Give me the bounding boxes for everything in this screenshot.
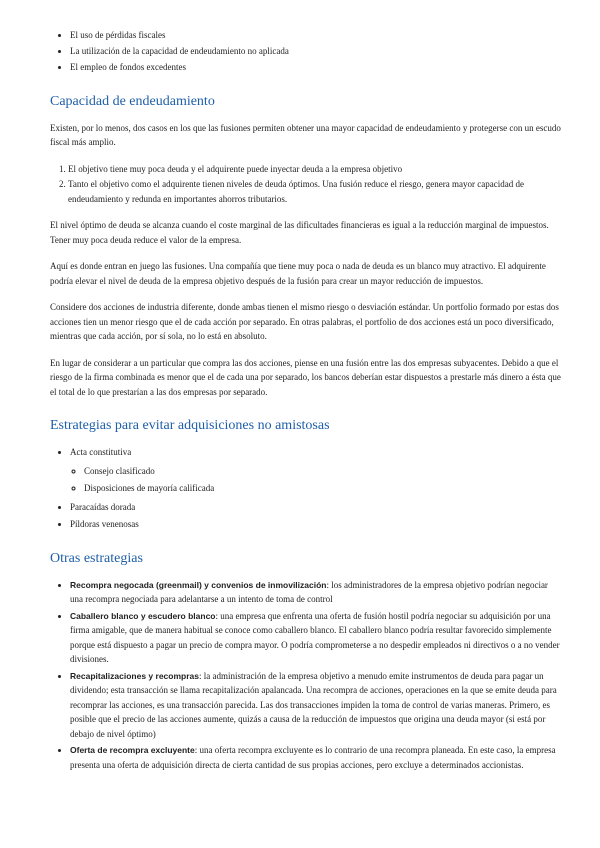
paragraph: Considere dos acciones de industria diferente, donde ambas tienen el mismo riesgo o desviación estándar. Un portfolio formado por estas dos acciones tien un menor riesgo que el de cada acción por separado. En otras palabras, el portfolio de dos acciones está un poco diversificado, mientras que cada acción, por sí sola, no lo está en absoluto. — [50, 302, 559, 341]
section-heading-capacidad: Capacidad de endeudamiento — [50, 93, 215, 109]
term-label: Recompra negocada (greenmail) y convenios de inmovilización — [70, 579, 327, 590]
intro-bullet-list — [70, 28, 562, 75]
paragraph: El nivel óptimo de deuda se alcanza cuando el coste marginal de las dificultades financieras es igual a la reducción marginal de impuestos. Tener muy poca deuda reduce el valor de la empresa. — [50, 220, 549, 245]
term-description: : una oferta recompra excluyente es lo contrario de una recompra planeada. En este caso, la empresa presenta una oferta de adquisición directa de cierta cantidad de sus propias acciones, pero excluye a determinados accionistas. — [70, 745, 556, 770]
paragraph: En lugar de considerar a un particular que compra las dos acciones, piense en una fusión entre las dos empresas subyacentes. Debido a que el riesgo de la firma combinada es menor que el de cada una por separado, los bancos deberían estar dispuestos a prestarle más dinero a ésta que el total de lo que prestarían a las dos empresas por separado. — [50, 357, 561, 397]
list-item — [70, 609, 562, 667]
list-item: • El uso de pérdidas fiscales — [70, 28, 562, 43]
term-description: : la administración de la empresa objetivo a menudo emite instrumentos de deuda para pagar un dividendo; esta transacción se llama recapitalización apalancada. Una recompra de acciones, operaciones en la que se emite deuda para recomprar las acciones, es una transacción parecida. Las dos transacciones impiden la toma de control de varias maneras. Primero, es posible que el precio de las acciones aumente, quizás a causa de la reducción de impuestos que origina una deuda mayor (si está por debajo de nivel óptimo) — [70, 670, 557, 739]
paragraph: Existen, por lo menos, dos casos en los que las fusiones permiten obtener una mayor capacidad de endeudamiento y protegerse con un escudo fiscal más amplio. — [50, 122, 561, 147]
sub-list — [84, 464, 562, 496]
term-description: : una empresa que enfrenta una oferta de fusión hostil podría negociar su adquisición por una firma amigable, que de manera habitual se conoce como caballero blanco. El caballero blanco podría resultar favorecido simplemente porque está dispuesto a pagar un precio de compra mayor. O podría comprometerse a no despedir empleados ni directivos o a no vender divisiones. — [70, 610, 560, 664]
paragraph: Aquí es donde entran en juego las fusiones. Una compañía que tiene muy poca o nada de deuda es un blanco muy atractivo. El adquirente podría elevar el nivel de deuda de la empresa objetivo después de la fusión para crear un mayor reducción de impuestos. — [50, 261, 546, 286]
term-description: : los administradores de la empresa objetivo podrían negociar una recompra negociada para adelantarse a un intento de toma de control — [70, 579, 548, 604]
list-item-label: Acta constitutiva — [70, 447, 132, 457]
term-label: Oferta de recompra excluyente — [70, 745, 195, 755]
list-item: 2. Tanto el objetivo como el adquirente tienen niveles de deuda óptimos. Una fusión reduce el riesgo, genera mayor capacidad de endeudamiento y redunda en importantes ahorros tributarios. — [68, 177, 562, 206]
list-item: • Paracaídas dorada — [70, 500, 562, 515]
section-heading-estrategias: Estrategias para evitar adquisiciones no amistosas — [50, 418, 330, 433]
list-item: • El empleo de fondos excedentes — [70, 60, 562, 75]
list-item: ◦ Consejo clasificado — [84, 464, 562, 479]
numbered-list — [68, 162, 562, 207]
term-label: Recapitalizaciones y recompras — [70, 670, 199, 681]
strategies-list — [70, 445, 562, 532]
list-item — [70, 669, 562, 742]
list-item: • La utilización de la capacidad de endeudamiento no aplicada — [70, 44, 562, 59]
list-item: 1. El objetivo tiene muy poca deuda y el adquirente puede inyectar deuda a la empresa objetivo — [68, 162, 562, 177]
list-item — [70, 445, 562, 496]
term-label: Caballero blanco y escudero blanco — [70, 610, 216, 621]
list-item — [70, 578, 562, 607]
list-item: ◦ Disposiciones de mayoría calificada — [84, 481, 562, 496]
list-item: • Píldoras venenosas — [70, 517, 562, 532]
section-heading-otras: Otras estrategias — [50, 550, 143, 566]
other-strategies-list — [70, 578, 562, 773]
list-item — [70, 743, 562, 772]
